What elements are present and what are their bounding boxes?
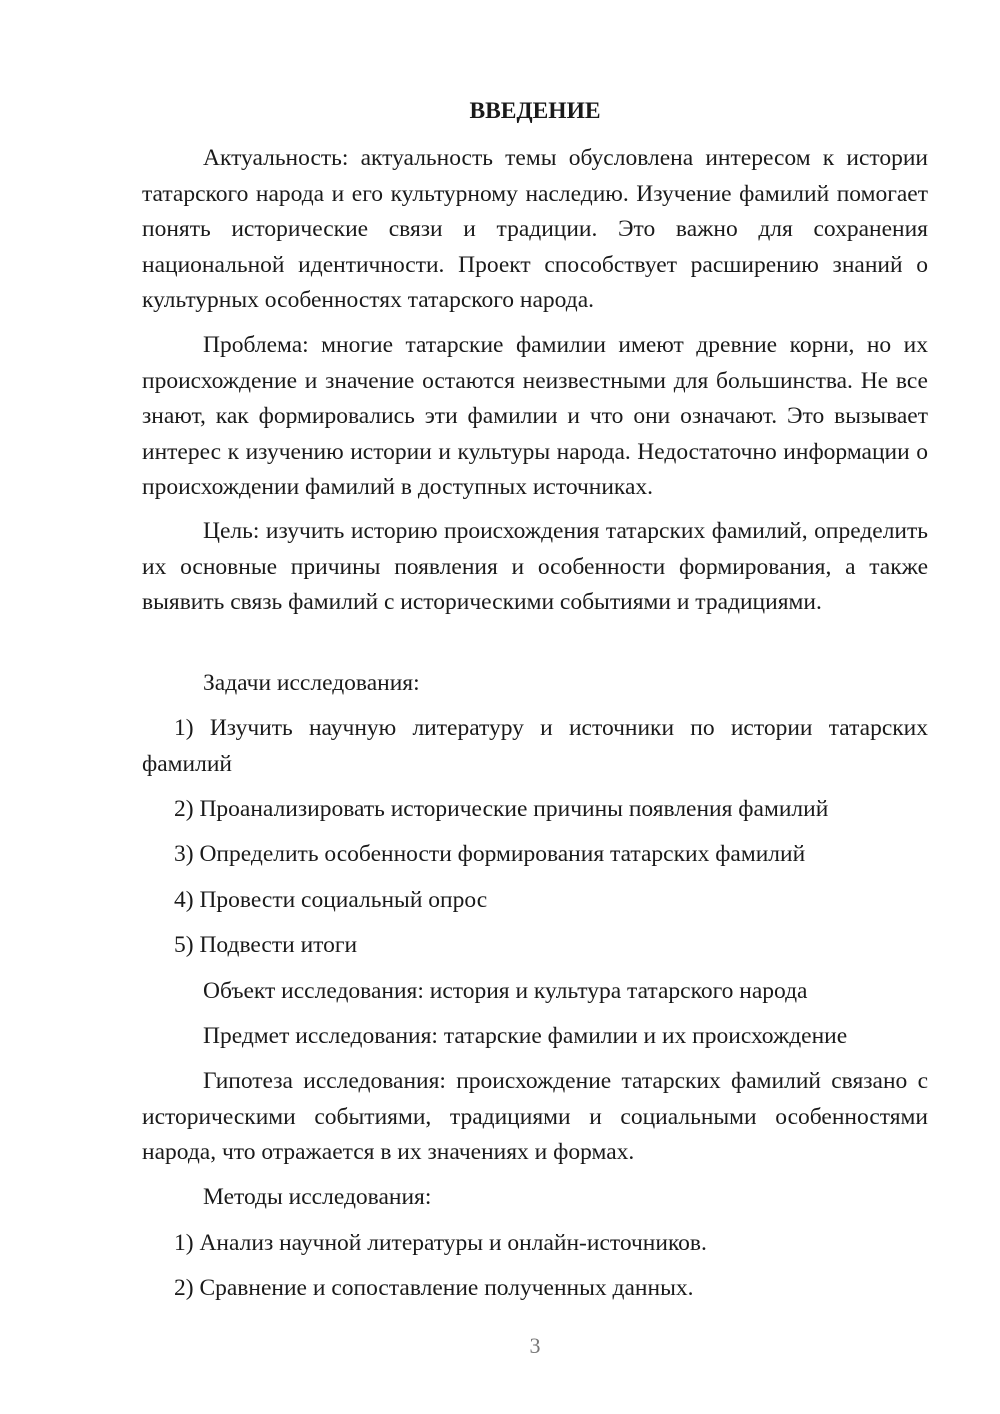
tasks-heading: Задачи исследования:: [203, 670, 420, 696]
task-item-3: 3) Определить особенности формирования татарских фамилий: [174, 841, 806, 867]
task-item-2: 2) Проанализировать исторические причины появления фамилий: [174, 796, 829, 822]
hypothesis-paragraph: Гипотеза исследования: происхождение татарских фамилий связано с историческими событиями, традициями и социальными особенностями народа, что отражается в их значениях и формах.: [142, 1068, 928, 1165]
object-line: Объект исследования: история и культура татарского народа: [203, 978, 808, 1004]
goal-paragraph: Цель: изучить историю происхождения татарских фамилий, определить их основные причины появления и особенности формирования, а также выявить связь фамилий с историческими событиями и традициями.: [142, 518, 928, 615]
task-item-1: 1) Изучить научную литературу и источники по истории татарских фамилий: [142, 715, 928, 777]
page-number: 3: [529, 1333, 541, 1358]
section-title: ВВЕДЕНИЕ: [469, 98, 601, 124]
methods-heading: Методы исследования:: [203, 1184, 432, 1210]
task-item-5: 5) Подвести итоги: [174, 932, 358, 958]
relevance-paragraph: Актуальность: актуальность темы обусловлена интересом к истории татарского народа и его культурному наследию. Изучение фамилий помогает понять исторические связи и традиции. Это важно для сохранения национальной идентичности. Проект способствует расширению знаний о культурных особенностях татарского народа.: [142, 145, 928, 313]
task-item-4: 4) Провести социальный опрос: [174, 887, 488, 913]
subject-line: Предмет исследования: татарские фамилии и их происхождение: [203, 1023, 848, 1049]
method-item-2: 2) Сравнение и сопоставление полученных данных.: [174, 1275, 694, 1301]
problem-paragraph: Проблема: многие татарские фамилии имеют древние корни, но их происхождение и значение остаются неизвестными для большинства. Не все знают, как формировались эти фамилии и что они означают. Это вызывает интерес к изучению истории и культуры народа. Недостаточно информации о происхождении фамилий в доступных источниках.: [142, 332, 928, 500]
method-item-1: 1) Анализ научной литературы и онлайн-источников.: [174, 1230, 707, 1256]
